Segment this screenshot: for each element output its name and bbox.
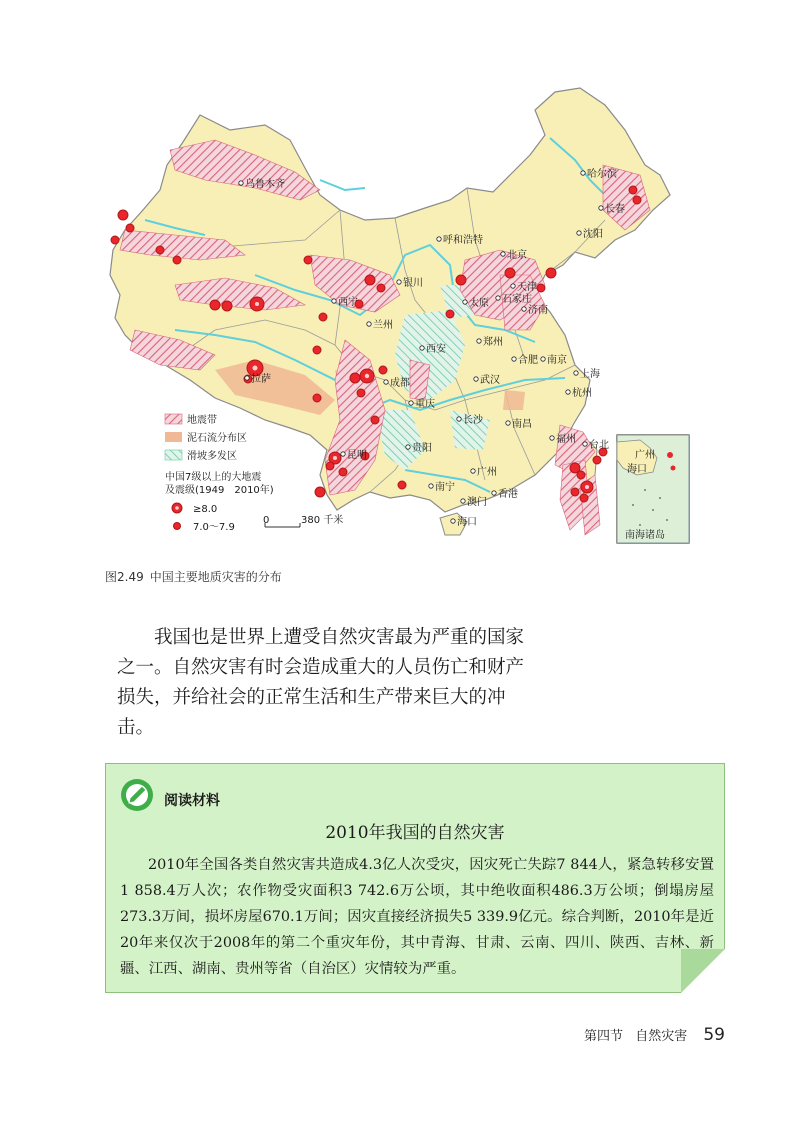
city-label: 昆明	[347, 450, 367, 461]
city-marker	[367, 322, 371, 326]
city-marker	[341, 452, 345, 456]
city-label: 拉萨	[251, 374, 271, 385]
city-label: 澳门	[467, 497, 487, 508]
city-label: 兰州	[373, 320, 393, 331]
city-marker	[550, 436, 554, 440]
city-marker	[581, 171, 585, 175]
inset-city-haikou: 海口	[627, 464, 647, 475]
city-marker	[541, 357, 545, 361]
city-label: 天津	[517, 282, 537, 293]
city-marker	[474, 377, 478, 381]
city-label: 长沙	[463, 415, 483, 426]
city-marker	[511, 284, 515, 288]
city-marker	[477, 339, 481, 343]
footer-chapter: 自然灾害	[635, 1029, 688, 1044]
reading-material-label: 阅读材料	[164, 793, 220, 809]
city-label: 呼和浩特	[443, 235, 483, 246]
city-marker	[522, 307, 526, 311]
legend-landslide: 滑坡多发区	[187, 451, 237, 462]
city-label: 乌鲁木齐	[245, 179, 285, 190]
figure-title: 中国主要地质灾害的分布	[149, 570, 282, 584]
reading-paragraph: 2010年全国各类自然灾害共造成4.3亿人次受灾，因灾死亡失踪7 844人，紧急转移安置1 858.4万人次；农作物受灾面积3 742.6万公顷，其中绝收面积486.3万公顷；倒塌房屋273.3万间，损坏房屋670.1万间；因灾直接经济损失5 339.9亿元。综合判断，2010年是近20年来仅次于2008年的第二个重灾年份，其中青海、甘肃、云南、四川、陕西、吉林、新疆、江西、湖南、贵州等省（自治区）灾情较为严重。	[120, 857, 714, 977]
city-label: 成都	[390, 378, 410, 389]
city-label: 杭州	[572, 388, 592, 399]
city-marker	[239, 181, 243, 185]
city-label: 南京	[547, 355, 567, 366]
legend-quake-title-1: 中国7级以上的大地震	[165, 472, 262, 483]
footer-section: 第四节	[584, 1029, 624, 1044]
city-marker	[577, 231, 581, 235]
city-marker	[437, 237, 441, 241]
city-marker	[451, 519, 455, 523]
figure-number: 图2.49	[105, 570, 144, 584]
scale-label: 380 千米	[301, 515, 344, 526]
city-marker	[457, 417, 461, 421]
legend-mag-high: ≥8.0	[193, 504, 218, 515]
geologic-hazard-map	[105, 80, 700, 555]
reading-material-box	[105, 763, 725, 993]
legend-mag-low: 7.0～7.9	[193, 522, 235, 533]
city-label: 郑州	[483, 337, 503, 348]
reading-material-text	[120, 852, 714, 982]
city-label: 广州	[477, 467, 497, 478]
city-label: 沈阳	[583, 229, 603, 240]
city-marker	[501, 252, 505, 256]
legend-debris-flow: 泥石流分布区	[187, 433, 247, 444]
city-marker	[492, 491, 496, 495]
city-label: 重庆	[415, 399, 435, 410]
city-label: 台北	[589, 440, 609, 451]
body-text	[117, 623, 537, 743]
city-marker	[332, 299, 336, 303]
city-marker	[506, 421, 510, 425]
inset-label: 南海诸岛	[625, 530, 665, 541]
city-marker	[420, 346, 424, 350]
city-label: 合肥	[518, 355, 538, 366]
city-label: 武汉	[480, 375, 500, 386]
scale-zero: 0	[263, 515, 270, 526]
page-footer	[576, 1025, 725, 1045]
city-label: 上海	[580, 369, 600, 380]
city-label: 海口	[457, 517, 477, 528]
city-label: 西安	[426, 344, 446, 355]
city-label: 哈尔滨	[587, 169, 617, 180]
city-marker	[496, 296, 500, 300]
city-marker	[245, 376, 249, 380]
legend-quake-zone: 地震带	[187, 415, 217, 426]
city-marker	[397, 280, 401, 284]
city-marker	[512, 357, 516, 361]
south-sea-inset	[617, 435, 689, 543]
city-marker	[429, 484, 433, 488]
city-marker	[384, 380, 388, 384]
figure-caption	[105, 568, 282, 585]
page-curl	[681, 949, 725, 993]
city-label: 长春	[605, 204, 625, 215]
city-marker	[574, 371, 578, 375]
city-marker	[566, 390, 570, 394]
city-label: 太原	[469, 298, 489, 309]
city-label: 银川	[403, 278, 423, 289]
body-paragraph: 我国也是世界上遭受自然灾害最为严重的国家之一。自然灾害有时会造成重大的人员伤亡和财产损失，并给社会的正常生活和生产带来巨大的冲击。	[117, 627, 525, 738]
city-label: 济南	[528, 305, 548, 316]
city-label: 南昌	[512, 419, 532, 430]
city-marker	[471, 469, 475, 473]
page-number: 59	[703, 1025, 725, 1045]
reading-material-title: 2010年我国的自然灾害	[325, 823, 505, 843]
inset-city-guangzhou: 广州	[635, 450, 655, 461]
legend-quake-title-2: 及震级(1949 2010年)	[165, 485, 274, 496]
city-marker	[599, 206, 603, 210]
city-label: 西宁	[338, 297, 358, 308]
reading-material-icon	[120, 778, 154, 812]
city-marker	[461, 499, 465, 503]
city-marker	[406, 445, 410, 449]
city-label: 香港	[498, 489, 518, 500]
city-marker	[409, 401, 413, 405]
city-label: 北京	[507, 250, 527, 261]
city-marker	[583, 442, 587, 446]
city-marker	[463, 300, 467, 304]
china-map-svg	[105, 80, 700, 555]
city-label: 贵阳	[412, 443, 432, 454]
city-label: 石家庄	[502, 294, 532, 305]
city-label: 南宁	[435, 482, 455, 493]
city-label: 福州	[556, 434, 576, 445]
